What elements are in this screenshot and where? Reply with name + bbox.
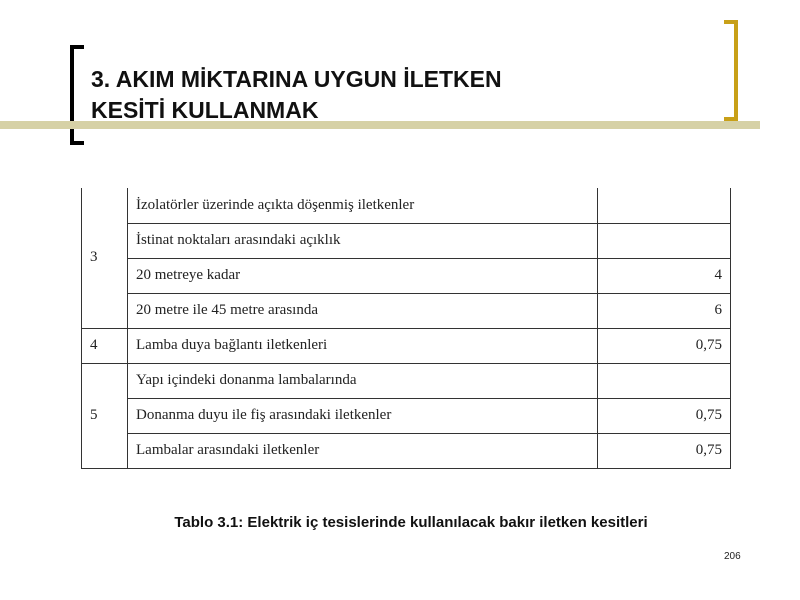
row-description: Donanma duyu ile fiş arasındaki iletkenler (128, 398, 598, 433)
table-row (82, 223, 731, 258)
table-row (82, 188, 731, 223)
row-description: Lamba duya bağlantı iletkenleri (128, 328, 598, 363)
page-number: 206 (724, 551, 741, 562)
row-value (598, 363, 731, 398)
table-row (82, 363, 731, 398)
row-value (598, 188, 731, 223)
slide-title (91, 64, 502, 126)
row-value: 0,75 (598, 433, 731, 468)
group-number: 5 (82, 363, 128, 468)
group-number: 3 (82, 188, 128, 328)
group-number: 4 (82, 328, 128, 363)
left-bracket-decoration (70, 45, 84, 145)
table-row (82, 433, 731, 468)
row-description: İzolatörler üzerinde açıkta döşenmiş iletkenler (128, 188, 598, 223)
row-description: 20 metre ile 45 metre arasında (128, 293, 598, 328)
table-row (82, 328, 731, 363)
title-line-1: 3. AKIM MİKTARINA UYGUN İLETKEN (91, 66, 502, 92)
row-value (598, 223, 731, 258)
row-value: 4 (598, 258, 731, 293)
row-value: 0,75 (598, 328, 731, 363)
row-description: Lambalar arasındaki iletkenler (128, 433, 598, 468)
right-bracket-decoration (724, 20, 738, 121)
row-description: İstinat noktaları arasındaki açıklık (128, 223, 598, 258)
row-description: Yapı içindeki donanma lambalarında (128, 363, 598, 398)
table-row (82, 398, 731, 433)
title-line-2: KESİTİ KULLANMAK (91, 97, 319, 123)
row-value: 6 (598, 293, 731, 328)
row-value: 0,75 (598, 398, 731, 433)
table-row (82, 258, 731, 293)
table-row (82, 293, 731, 328)
row-description: 20 metreye kadar (128, 258, 598, 293)
conductor-section-table (81, 188, 731, 469)
table-caption: Tablo 3.1: Elektrik iç tesislerinde kullanılacak bakır iletken kesitleri (174, 514, 648, 531)
